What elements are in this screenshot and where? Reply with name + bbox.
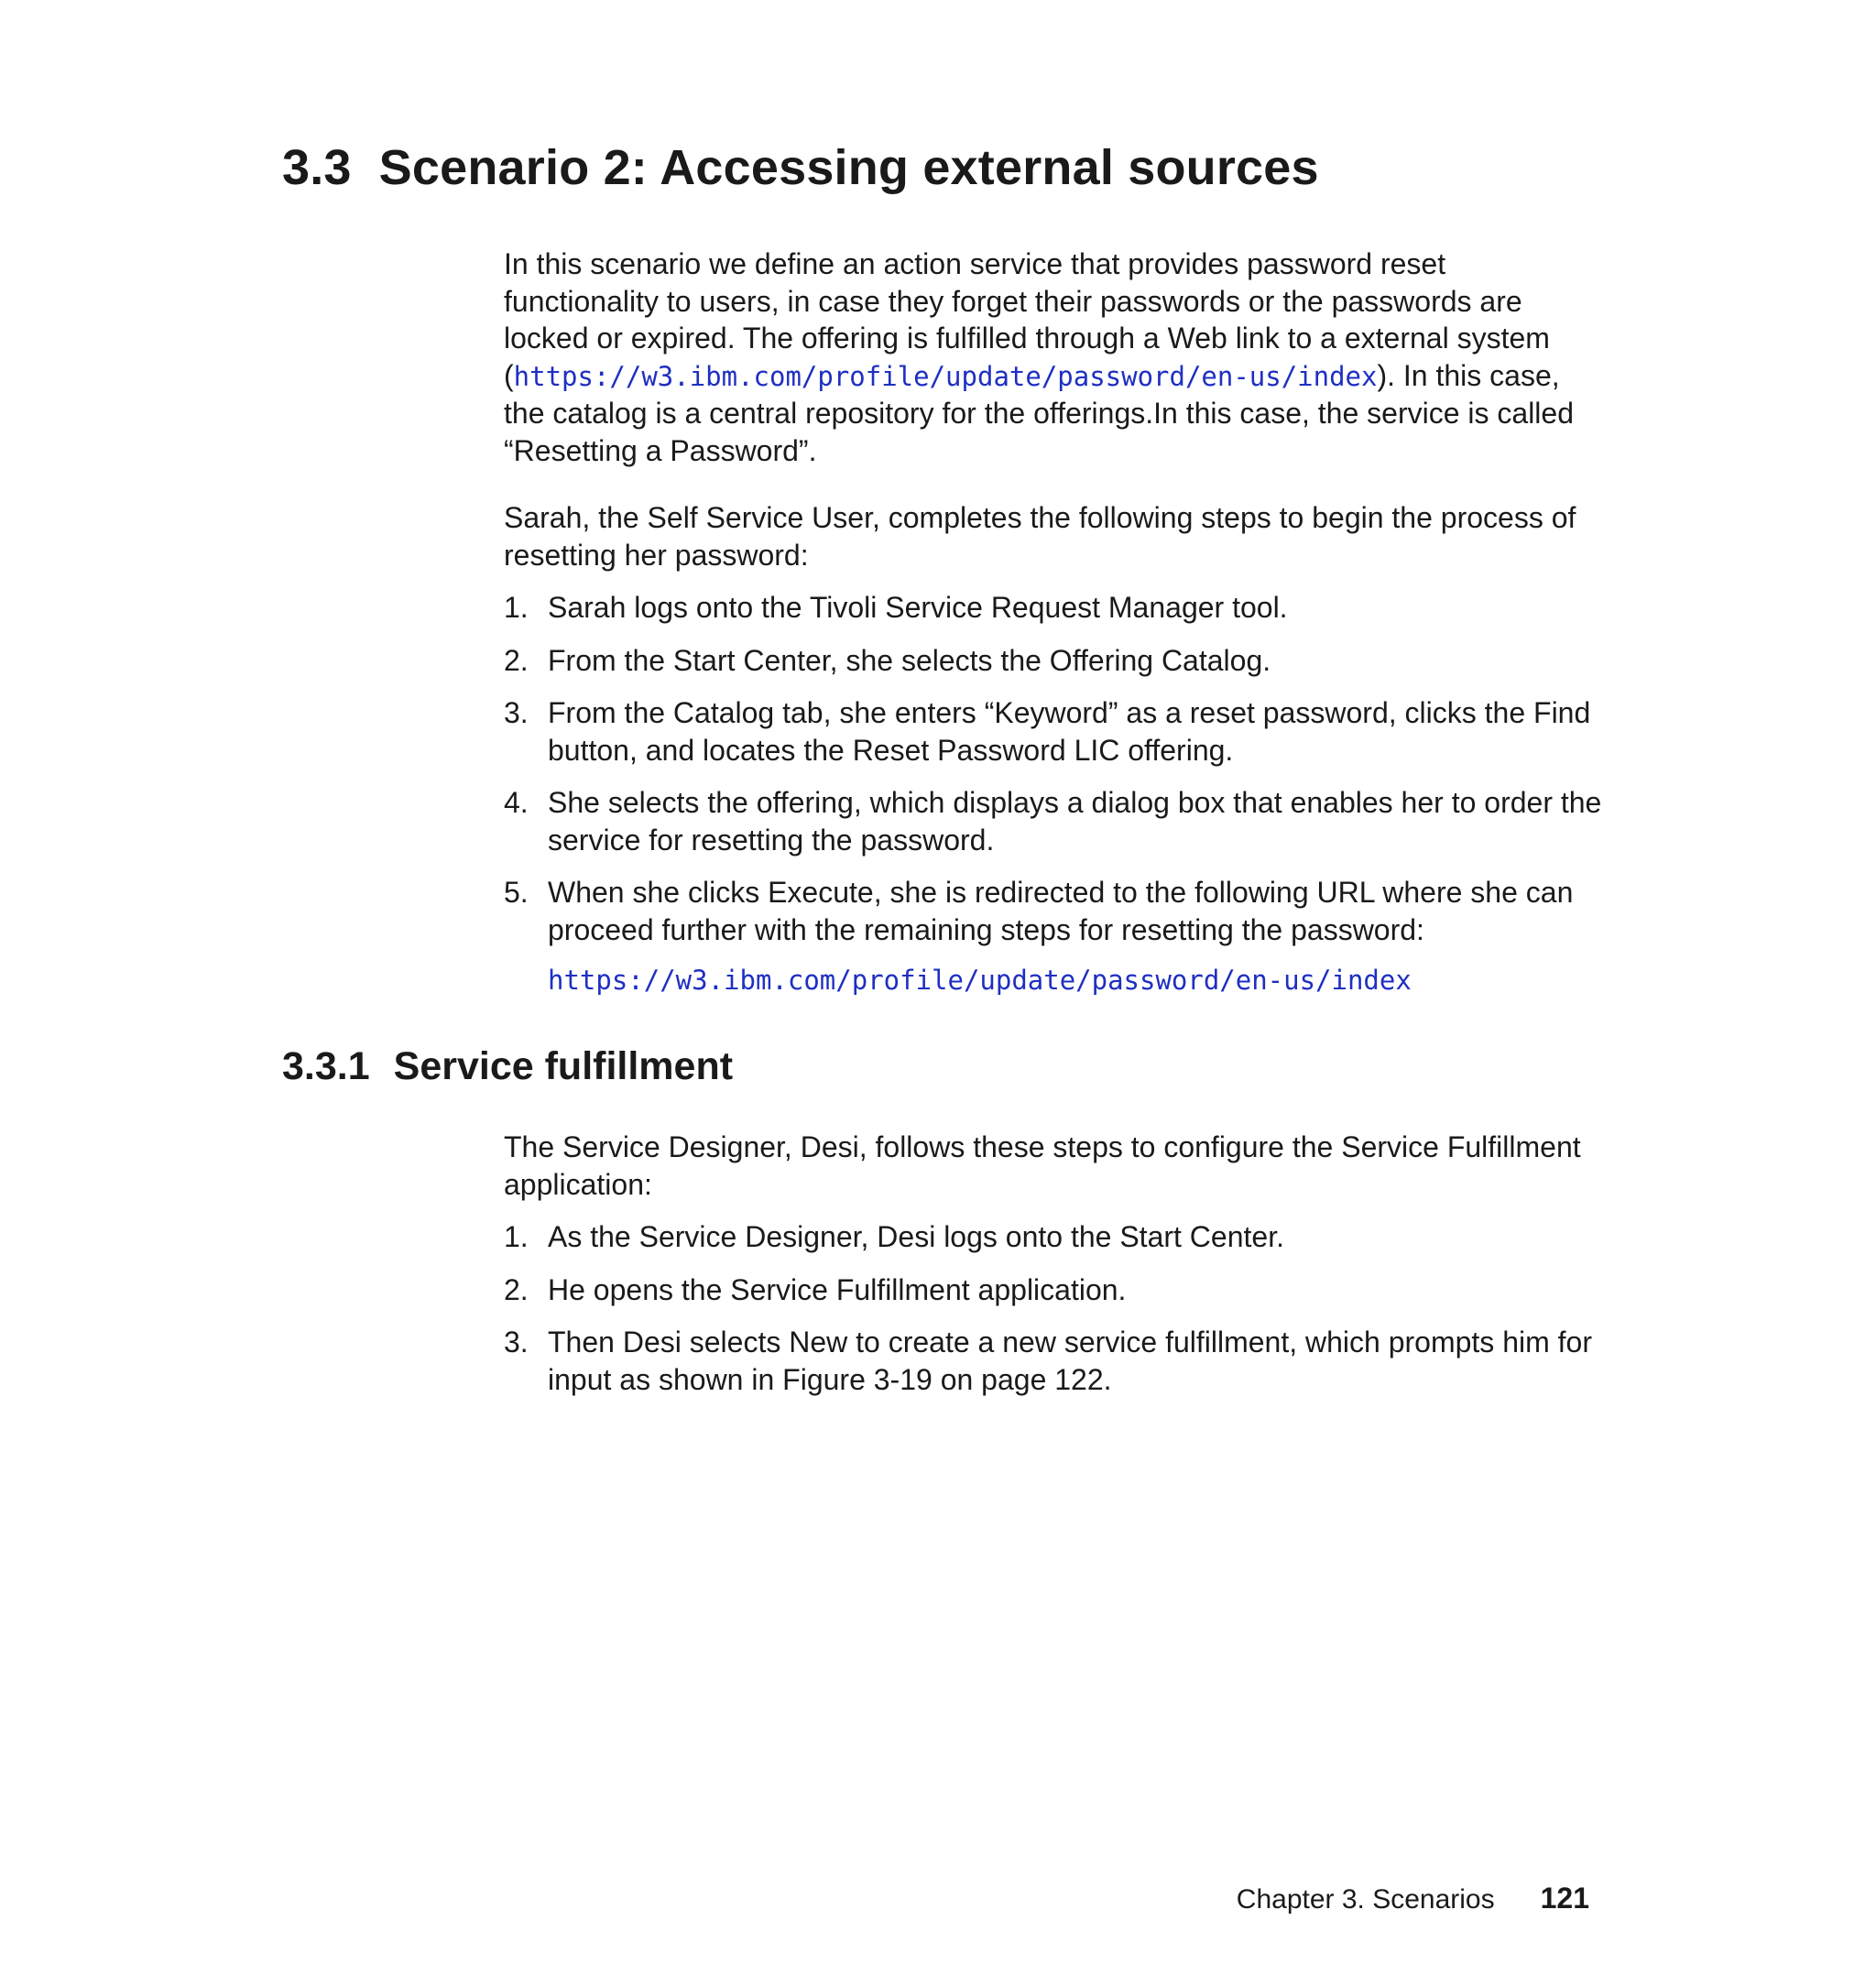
list-item [504,1218,1603,1256]
list-item-text: Sarah logs onto the Tivoli Service Request Manager tool. [548,591,1288,624]
list-item [504,1271,1603,1309]
section-heading [282,139,1319,196]
service-fulfillment-steps [504,1218,1603,1398]
subsection-lead-paragraph: The Service Designer, Desi, follows these steps to configure the Service Fulfillment application: [504,1130,1581,1201]
footer-chapter-title: Chapter 3. Scenarios [1236,1884,1495,1915]
list-item-text: He opens the Service Fulfillment application. [548,1272,1127,1306]
list-marker: 3. [504,696,529,729]
list-marker: 1. [504,1220,529,1253]
list-item-text: From the Start Center, she selects the Offering Catalog. [548,643,1271,677]
list-item-text: When she clicks Execute, she is redirected to the following URL where she can proceed further with the remaining steps for resetting the password: [548,876,1574,946]
list-item [504,874,1603,999]
list-item [504,694,1603,769]
intro-text-after-url: ). In this case, the catalog is a central repository for the offerings.In this case, the service is called “Resetting a Password”. [504,358,1574,467]
subsection-body [504,1129,1603,1398]
list-marker: 2. [504,1272,529,1306]
list-item [504,1324,1603,1398]
list-item [504,784,1603,858]
section-title: Scenario 2: Accessing external sources [378,140,1319,195]
step-url-link[interactable]: https://w3.ibm.com/profile/update/password/en-us/index [548,965,1412,996]
steps-lead-paragraph: Sarah, the Self Service User, completes the following steps to begin the process of resetting her password: [504,501,1576,572]
intro-text-before-url: In this scenario we define an action service that provides password reset functionality to users, in case they forget their passwords or the passwords are locked or expired. The offering is fulfilled through a Web link to a external system ( [504,247,1550,392]
section-number: 3.3 [282,140,352,195]
list-marker: 5. [504,876,529,909]
list-item-text: From the Catalog tab, she enters “Keyword” as a reset password, clicks the Find button, and locates the Reset Password LIC offering. [548,696,1591,767]
list-item [504,642,1603,680]
page-number: 121 [1540,1882,1589,1915]
list-item-text: She selects the offering, which displays a dialog box that enables her to order the service for resetting the password. [548,786,1602,857]
list-marker: 3. [504,1326,529,1359]
subsection-heading [282,1044,733,1089]
reset-password-steps [504,589,1603,999]
section-body [504,246,1603,999]
list-marker: 2. [504,643,529,677]
list-marker: 4. [504,786,529,819]
list-marker: 1. [504,591,529,624]
list-item-text: As the Service Designer, Desi logs onto the Start Center. [548,1220,1284,1253]
subsection-number: 3.3.1 [282,1044,370,1088]
subsection-title: Service fulfillment [393,1044,734,1088]
intro-paragraph [504,246,1603,469]
intro-url-link[interactable]: https://w3.ibm.com/profile/update/password/en-us/index [513,360,1378,392]
list-item [504,589,1603,627]
page-footer [1237,1882,1589,1915]
list-item-text: Then Desi selects New to create a new service fulfillment, which prompts him for input as shown in Figure 3-19 on page 122. [548,1326,1592,1396]
